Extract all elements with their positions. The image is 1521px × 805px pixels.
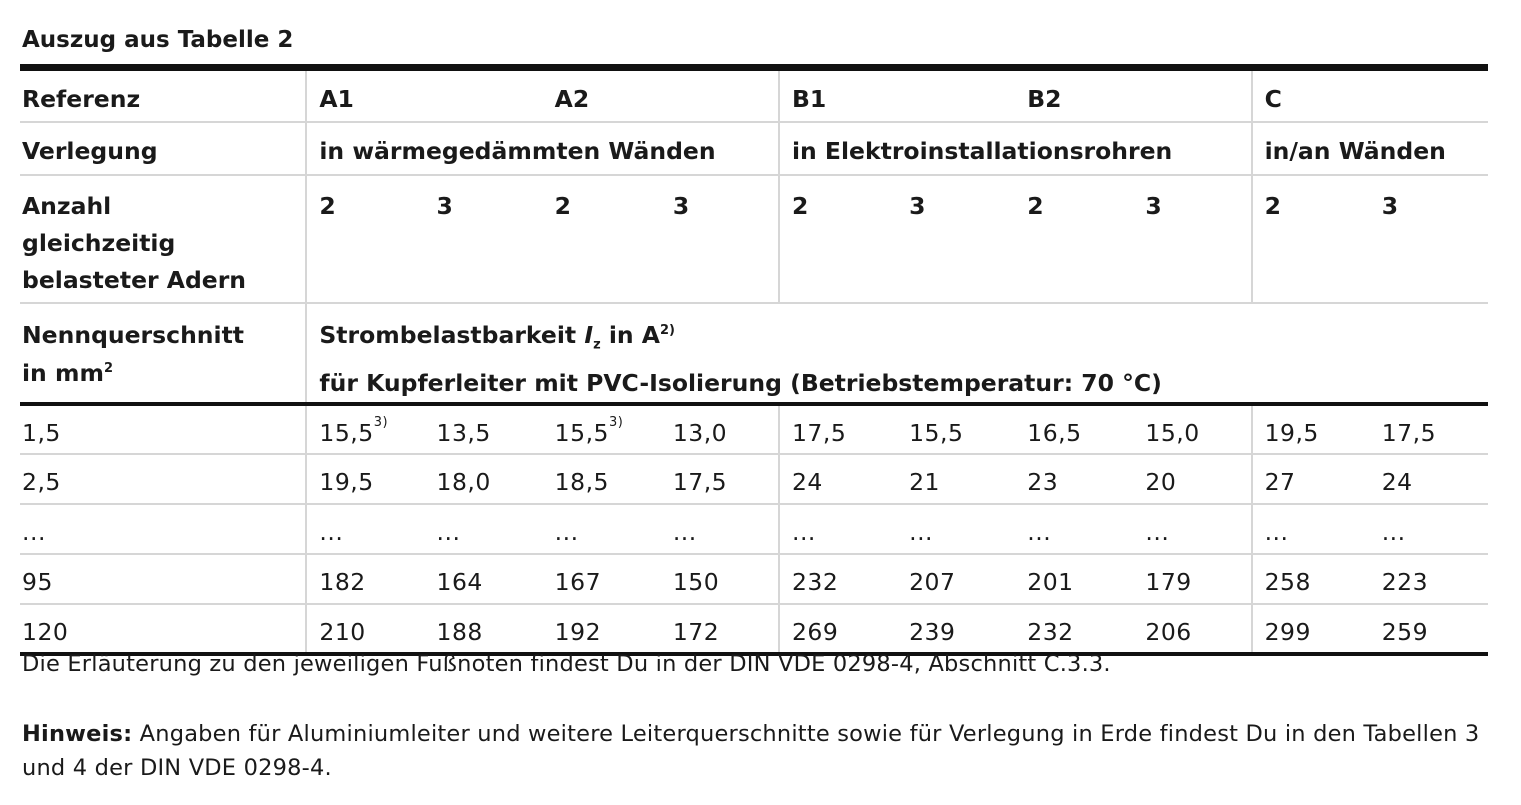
anzahl-cell: 3 [661,175,779,303]
value-cell [779,554,897,604]
value-text: ... [1027,518,1052,547]
nenn-label-line2: in mm [22,358,104,387]
data-rows [20,404,1488,654]
table-row [20,554,1488,604]
value-cell [543,604,661,654]
value-text: 223 [1381,568,1429,597]
referenz-label: Referenz [20,68,306,122]
value-cell [779,504,897,554]
nennquerschnitt-row [20,303,1488,405]
value-text: 258 [1264,568,1311,597]
value-text: 172 [672,617,720,646]
value-cell [897,504,1015,554]
ref-group-b2: B2 [1015,68,1251,122]
anzahl-cell: 2 [543,175,661,303]
value-cell [306,404,424,454]
table-row [20,454,1488,504]
verlegung-label: Verlegung [20,122,306,175]
anzahl-cell: 2 [779,175,897,303]
value-text: 259 [1381,617,1429,646]
anzahl-row [20,175,1488,303]
value-cell [897,404,1015,454]
value-cell [1252,404,1370,454]
value-cell [661,404,779,454]
value-text: ... [791,518,816,547]
strombelastbarkeit-desc [306,303,1488,405]
value-cell [661,604,779,654]
value-text: 20 [1145,468,1177,497]
anzahl-cell: 3 [1133,175,1251,303]
value-text: 17,5 [1381,418,1437,447]
value-text: 17,5 [791,418,847,447]
table-row [20,604,1488,654]
value-text: 19,5 [319,468,374,497]
value-text: 13,5 [436,418,491,447]
value-cell [1252,554,1370,604]
table-row [20,504,1488,554]
value-cell [779,454,897,504]
hint-text [22,717,1492,785]
value-cell [897,454,1015,504]
value-cell [779,604,897,654]
value-cell [306,504,424,554]
value-text: 19,5 [1264,418,1319,447]
value-cell [543,404,661,454]
value-cell [1370,554,1488,604]
footnote-ref: 3) [373,414,389,430]
anzahl-label-line: belasteter Adern [22,265,247,294]
verlegung-group-c: in/an Wänden [1252,122,1488,175]
value-text: ... [1145,518,1170,547]
value-cell [543,504,661,554]
anzahl-cell: 3 [425,175,543,303]
value-cell [897,554,1015,604]
nenn-label-line1: Nennquerschnitt [22,320,245,349]
desc-var: I [584,320,594,349]
value-cell [1370,604,1488,654]
value-text: 239 [909,617,956,646]
value-cell [543,454,661,504]
value-text: ... [909,518,934,547]
value-text: ... [672,518,697,547]
value-cell [1133,454,1251,504]
value-text: 192 [554,617,602,646]
value-text: 13,0 [672,418,728,447]
anzahl-label [20,175,306,303]
verlegung-group-b: in Elektroinstallationsrohren [779,122,1252,175]
value-text: 167 [554,568,602,597]
value-text: 15,5 [554,418,609,447]
value-cell [897,604,1015,654]
value-text: 299 [1264,617,1311,646]
value-text: ... [319,518,344,547]
value-text: 182 [319,568,366,597]
value-cell [1370,404,1488,454]
size-cell: 1,5 [20,404,306,454]
value-text: ... [1381,518,1406,547]
value-cell [306,604,424,654]
value-cell [1015,504,1133,554]
value-text: 232 [1027,617,1074,646]
value-cell [1370,504,1488,554]
size-cell: 120 [20,604,306,654]
value-cell [1252,504,1370,554]
value-text: 24 [1381,468,1413,497]
value-text: 150 [672,568,720,597]
desc-part2: in A [600,320,660,349]
value-text: 21 [909,468,941,497]
anzahl-cell: 2 [1252,175,1370,303]
size-cell: 2,5 [20,454,306,504]
anzahl-cell: 3 [897,175,1015,303]
anzahl-cell: 2 [306,175,424,303]
desc-part1: Strombelastbarkeit [319,320,585,349]
nennquerschnitt-label [20,303,306,405]
value-cell [1015,454,1133,504]
nenn-label-sup: 2 [103,360,113,376]
value-cell [1133,404,1251,454]
table-row [20,404,1488,454]
ref-group-a2: A2 [543,68,779,122]
value-cell [1252,604,1370,654]
value-text: 15,5 [909,418,964,447]
value-text: 232 [791,568,839,597]
value-cell [306,454,424,504]
size-cell: 95 [20,554,306,604]
verlegung-row [20,122,1488,175]
value-text: ... [554,518,579,547]
value-cell [1133,554,1251,604]
value-cell [425,604,543,654]
value-text: 15,0 [1145,418,1200,447]
value-text: 206 [1145,617,1192,646]
value-cell [1015,554,1133,604]
value-text: 210 [319,617,366,646]
value-cell [1015,404,1133,454]
value-text: 188 [436,617,483,646]
value-text: 27 [1264,468,1296,497]
value-text: 24 [791,468,823,497]
current-capacity-table [20,64,1488,656]
value-cell [779,404,897,454]
value-text: 207 [909,568,956,597]
table-caption: Auszug aus Tabelle 2 [22,27,294,53]
value-text: 18,0 [436,468,491,497]
value-cell [306,554,424,604]
anzahl-label-line: gleichzeitig [22,228,176,257]
ref-group-c: C [1252,68,1488,122]
value-text: 164 [436,568,483,597]
value-text: ... [436,518,461,547]
hint-label: Hinweis: [22,721,133,747]
anzahl-cell: 3 [1370,175,1488,303]
value-text: 23 [1027,468,1059,497]
value-text: 201 [1027,568,1074,597]
value-cell [1133,504,1251,554]
value-cell [1370,454,1488,504]
value-cell [661,504,779,554]
value-cell [425,554,543,604]
value-cell [425,454,543,504]
desc-line2: für Kupferleiter mit PVC-Isolierung (Betriebstemperatur: 70 °C) [319,369,1162,398]
ref-group-a1: A1 [306,68,542,122]
value-cell [661,554,779,604]
value-text: 16,5 [1027,418,1082,447]
value-cell [1133,604,1251,654]
referenz-row [20,68,1488,122]
value-cell [661,454,779,504]
value-text: 179 [1145,568,1192,597]
value-text: 18,5 [554,468,609,497]
size-cell: ... [20,504,306,554]
value-cell [543,554,661,604]
ref-group-b1: B1 [779,68,1015,122]
value-text: 15,5 [319,418,374,447]
value-cell [1252,454,1370,504]
desc-sup: 2) [660,322,675,338]
value-cell [425,404,543,454]
hint-body: Angaben für Aluminiumleiter und weitere Leiterquerschnitte sowie für Verlegung in Erde findest Du in den Tabellen 3 und 4 der DIN VDE 0298-4. [22,721,1480,781]
footnote-ref: 3) [609,414,624,430]
value-text: 17,5 [672,468,728,497]
footnote-text: Die Erläuterung zu den jeweiligen Fußnoten findest Du in der DIN VDE 0298-4, Abschnitt C.3.3. [22,651,1111,677]
value-cell [1015,604,1133,654]
value-cell [425,504,543,554]
value-text: ... [1264,518,1289,547]
anzahl-label-line: Anzahl [22,191,112,220]
anzahl-cell: 2 [1015,175,1133,303]
value-text: 269 [791,617,839,646]
verlegung-group-a: in wärmegedämmten Wänden [306,122,779,175]
desc-sub: z [593,337,601,353]
